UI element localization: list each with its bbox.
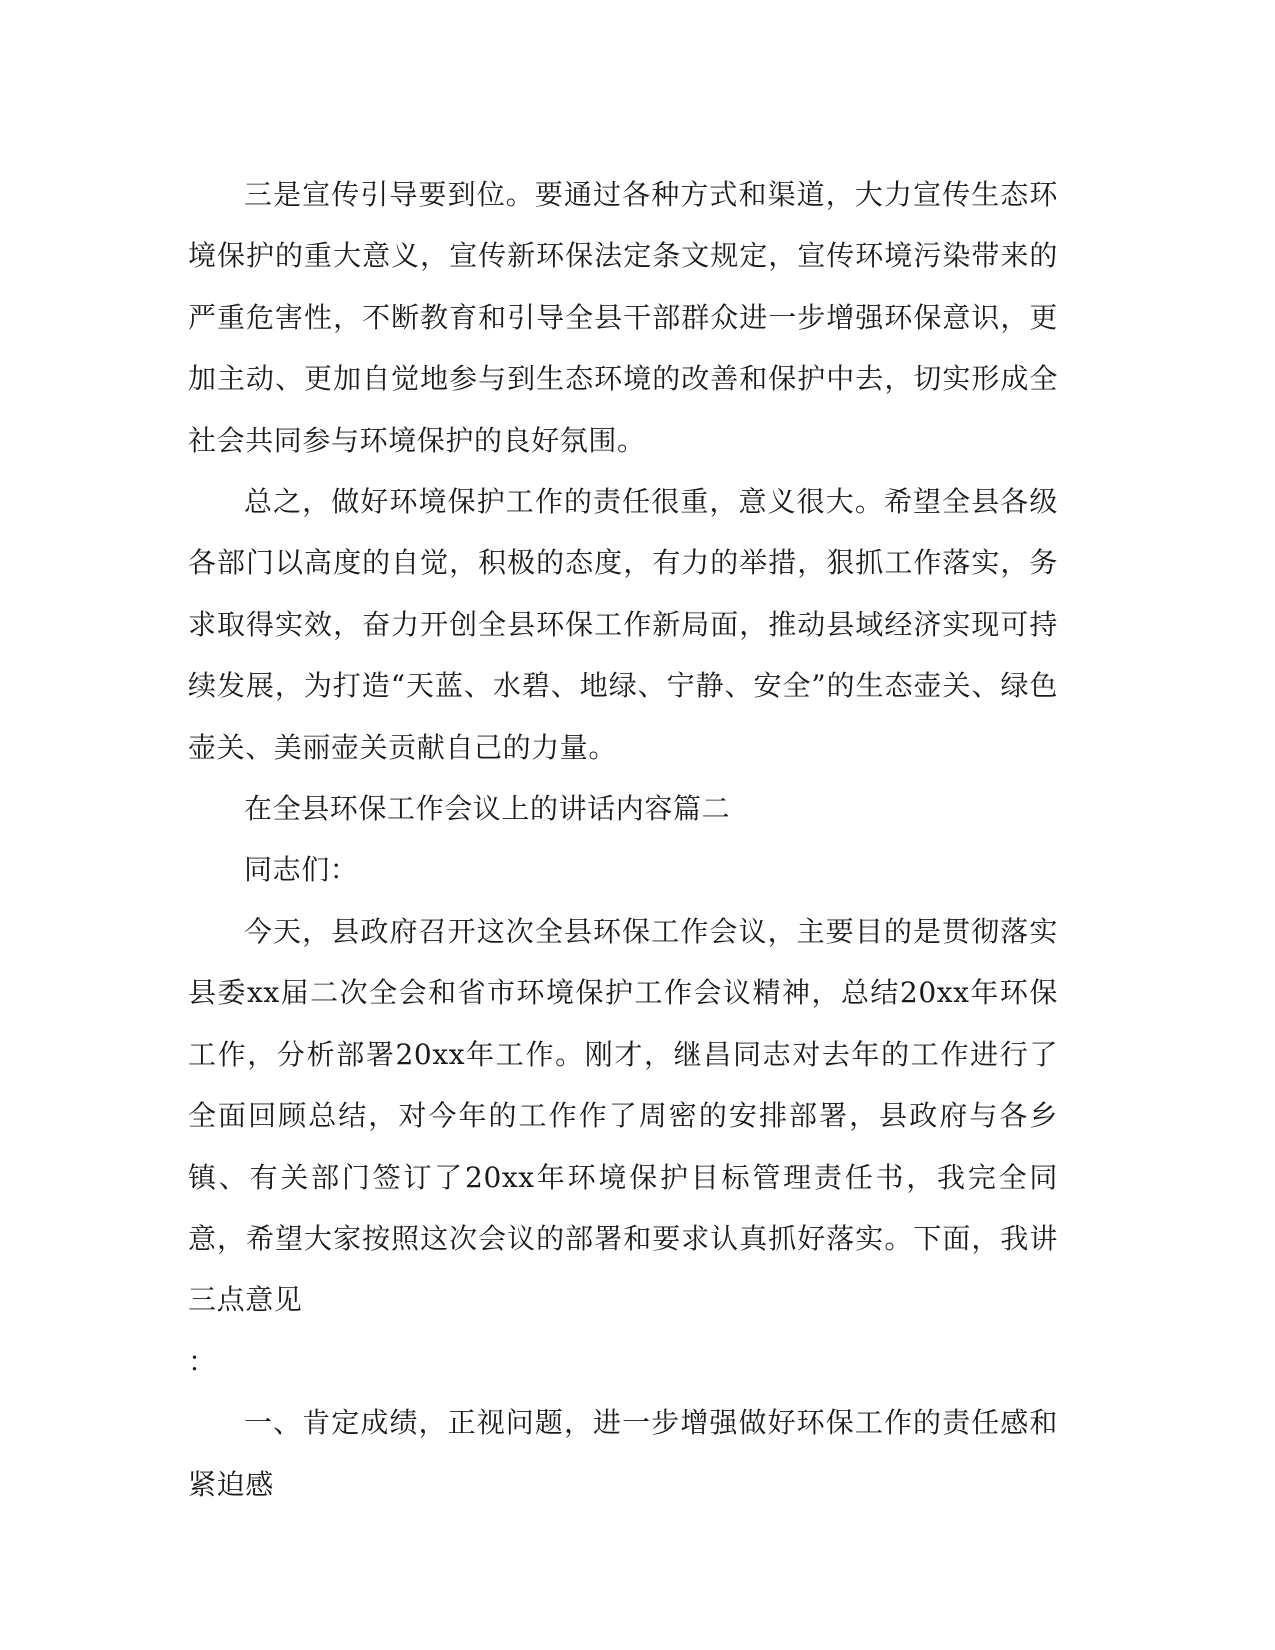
paragraph-conclusion: 总之，做好环境保护工作的责任很重，意义很大。希望全县各级各部门以高度的自觉，积极的态度，有力的举措，狠抓工作落实，务求取得实效，奋力开创全县环保工作新局面，推动县域经济实现可持续发展，为打造“天蓝、水碧、地绿、宁静、安全”的生态壶关、绿色壶关、美丽壶关贡献自己的力量。 <box>188 485 1058 764</box>
colon-line: ： <box>188 1344 217 1378</box>
section-heading-part-two: 在全县环保工作会议上的讲话内容篇二 <box>244 792 731 826</box>
paragraph-meeting-intro: 今天，县政府召开这次全县环保工作会议，主要目的是贯彻落实县委xx届二次全会和省市环境保护工作会议精神，总结20xx年环保工作，分析部署20xx年工作。刚才，继昌同志对去年的工作进行了全面回顾总结，对今年的工作作了周密的安排部署，县政府与各乡镇、有关部门签订了20xx年环境保护目标管理责任书，我完全同意，希望大家按照这次会议的部署和要求认真抓好落实。下面，我讲三点意见 <box>188 914 1058 1317</box>
document-body <box>188 164 1058 1515</box>
point-one-heading: 一、肯定成绩，正视问题，进一步增强做好环保工作的责任感和紧迫感 <box>188 1406 1058 1501</box>
salutation: 同志们： <box>244 853 359 887</box>
paragraph-publicity-guidance: 三是宣传引导要到位。要通过各种方式和渠道，大力宣传生态环境保护的重大意义，宣传新环保法定条文规定，宣传环境污染带来的严重危害性，不断教育和引导全县干部群众进一步增强环保意识，更加主动、更加自觉地参与到生态环境的改善和保护中去，切实形成全社会共同参与环境保护的良好氛围。 <box>188 178 1058 457</box>
